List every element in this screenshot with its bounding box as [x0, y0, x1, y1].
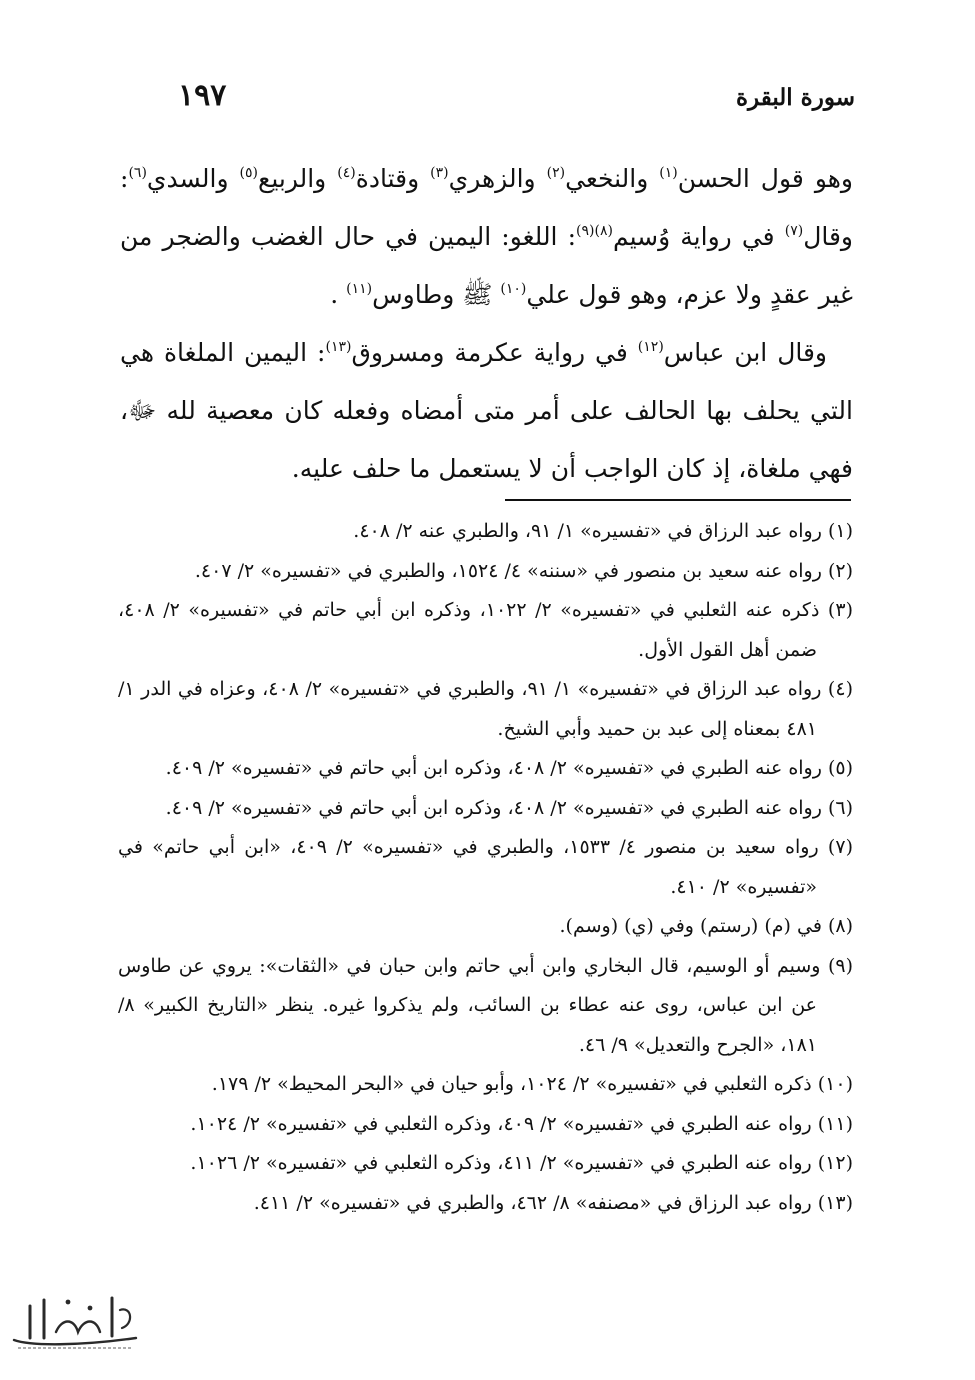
- footnote-12: (١٢) رواه عنه الطبري في «تفسيره» ٢/ ٤١١، وذكره الثعلبي في «تفسيره» ٢/ ١٠٢٦.: [190, 1152, 853, 1174]
- footnote-1: (١) رواه عبد الرزاق في «تفسيره» ١/ ٩١، والطبري عنه ٢/ ٤٠٨.: [353, 520, 853, 542]
- footnote-ref-8-9: (٨)(٩): [576, 223, 613, 239]
- publisher-logo: [8, 1288, 143, 1356]
- footnote-ref-2: (٢): [546, 165, 566, 181]
- text-run: والزهري: [448, 164, 547, 193]
- footnote-4: (٤) رواه عبد الرزاق في «تفسيره» ١/ ٩١، والطبري في «تفسيره» ٢/ ٤٠٨، وعزاه في الدر ١/ ٤٨١ بمعناه إلى عبد بن حميد وأبي الشيخ.: [118, 678, 853, 740]
- text-run: : اليمين الملغاة هي التي يحلف بها الحالف على أمر متى أمضاه وفعله كان معصية لله ﷻ، فهي ملغاة، إذ كان الواجب أن لا يستعمل ما حلف عليه.: [120, 338, 853, 483]
- paragraph-2: [120, 324, 853, 498]
- text-run: .: [330, 280, 347, 309]
- footnote-11: (١١) رواه عنه الطبري في «تفسيره» ٢/ ٤٠٩، وذكره الثعلبي في «تفسيره» ٢/ ١٠٢٤.: [190, 1112, 853, 1135]
- footnote-ref-7: (٧): [784, 223, 804, 239]
- footnote-ref-12: (١٢): [637, 339, 664, 355]
- page-number: ١٩٧: [178, 78, 227, 113]
- text-run: والسدي: [146, 164, 240, 193]
- footnote-ref-5: (٥): [239, 165, 259, 181]
- page-header: [120, 78, 855, 118]
- footnote-13: (١٣) رواه عبد الرزاق في «مصنفه» ٨/ ٤٦٢، والطبري في «تفسيره» ٢/ ٤١١.: [253, 1191, 853, 1214]
- text-run: وقتادة: [355, 164, 431, 193]
- text-run: ﷺ وطاوس: [372, 280, 501, 309]
- footnote-ref-10: (١٠): [500, 281, 527, 297]
- footnote-ref-13: (١٣): [325, 339, 352, 355]
- footnote-10: (١٠) ذكره الثعلبي في «تفسيره» ٢/ ١٠٢٤، وأبو حيان في «البحر المحيط» ٢/ ١٧٩.: [211, 1073, 853, 1095]
- footnote-5: (٥) رواه عنه الطبري في «تفسيره» ٢/ ٤٠٨، وذكره ابن أبي حاتم في «تفسيره» ٢/ ٤٠٩.: [165, 757, 853, 779]
- main-text: [120, 150, 853, 498]
- footnotes-list: [118, 512, 853, 1223]
- text-run: في رواية عكرمة ومسروق: [351, 338, 638, 367]
- paragraph-1: [120, 150, 853, 324]
- surah-title: سورة البقرة: [735, 84, 855, 111]
- footnote-6: (٦) رواه عنه الطبري في «تفسيره» ٢/ ٤٠٨، وذكره ابن أبي حاتم في «تفسيره» ٢/ ٤٠٩.: [165, 796, 853, 819]
- text-run: وقال ابن عباس: [663, 338, 827, 367]
- text-run: والنخعي: [565, 164, 660, 193]
- footnote-8: (٨) في (م) (رستم) وفي (ي) (وسم).: [559, 915, 853, 937]
- footnote-ref-3: (٣): [430, 165, 449, 181]
- text-run: : وقال: [120, 164, 853, 251]
- footnote-3: (٣) ذكره عنه الثعلبي في «تفسيره» ٢/ ١٠٢٢، وذكره ابن أبي حاتم في «تفسيره» ٢/ ٤٠٨، ضمن أهل القول الأول.: [118, 599, 853, 661]
- footnote-ref-1: (١): [659, 165, 678, 181]
- text-run: والربيع: [258, 164, 338, 193]
- footnote-9: (٩) وسيم أو الوسيم، قال البخاري وابن أبي حاتم وابن حبان في «الثقات»: يروي عن طاوس عن ابن عباس، روى عنه عطاء بن السائب، ولم يذكروا غيره. ينظر «التاريخ الكبير» ٨/ ١٨١، «الجرح والتعديل» ٩/ ٤٦.: [118, 954, 853, 1056]
- footnote-divider: [505, 499, 851, 501]
- text-run: وهو قول الحسن: [677, 164, 854, 193]
- footnote-7: (٧) رواه سعيد بن منصور ٤/ ١٥٣٣، والطبري في «تفسيره» ٢/ ٤٠٩، «ابن أبي حاتم» في «تفسيره» ٢/ ٤١٠.: [118, 836, 853, 898]
- text-run: في رواية وُسيم: [612, 222, 785, 251]
- footnote-ref-11: (١١): [346, 281, 373, 297]
- footnote-2: (٢) رواه عنه سعيد بن منصور في «سننه» ٤/ ١٥٢٤، والطبري في «تفسيره» ٢/ ٤٠٧.: [194, 559, 853, 582]
- text-run: : اللغو: اليمين في حال الغضب والضجر من غير عقدٍ ولا عزم، وهو قول علي: [120, 222, 853, 309]
- footnote-ref-6: (٦): [128, 165, 147, 181]
- footnote-ref-4: (٤): [337, 165, 356, 181]
